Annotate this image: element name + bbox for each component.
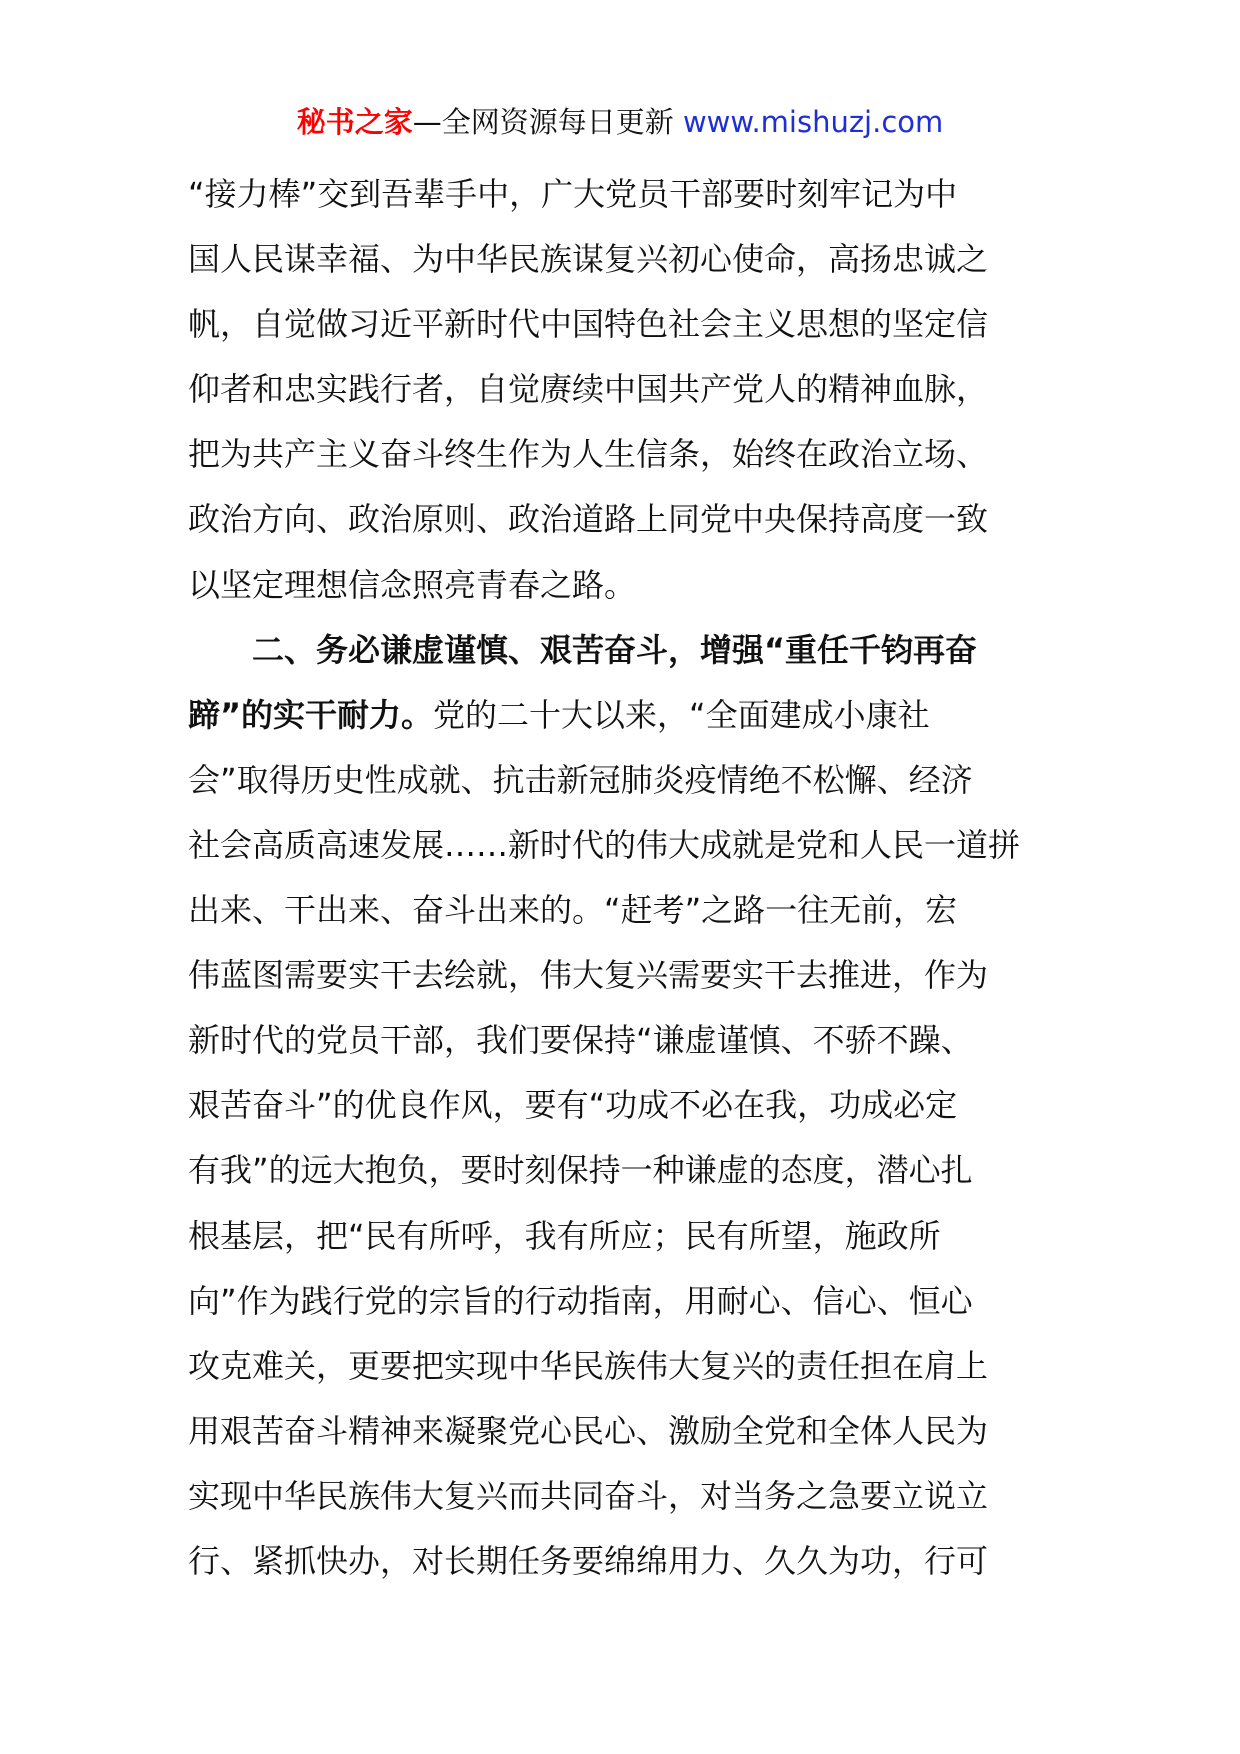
body-line: 会”取得历史性成就、抗击新冠肺炎疫情绝不松懈、经济 [188, 760, 973, 799]
body-line: 实现中华民族伟大复兴而共同奋斗，对当务之急要立说立 [188, 1476, 989, 1515]
header-tagline: —全网资源每日更新 [412, 105, 683, 139]
body-line: 攻克难关，更要把实现中华民族伟大复兴的责任担在肩上 [188, 1346, 989, 1385]
body-line: 行、紧抓快办，对长期任务要绵绵用力、久久为功，行可 [188, 1541, 989, 1580]
body-line: “接力棒”交到吾辈手中，广大党员干部要时刻牢记为中 [188, 175, 958, 213]
body-line: 新时代的党员干部，我们要保持“谦虚谨慎、不骄不躁、 [188, 1021, 973, 1060]
header-url-link[interactable]: www.mishuzj.com [682, 105, 944, 139]
document-body [188, 162, 1068, 1594]
body-line: 社会高质高速发展……新时代的伟大成就是党和人民一道拼 [188, 825, 1021, 864]
body-line: 出来、干出来、奋斗出来的。“赶考”之路一往无前，宏 [188, 891, 958, 930]
header-brand: 秘书之家 [296, 105, 413, 139]
body-line: 把为共产主义奋斗终生作为人生信条，始终在政治立场、 [188, 435, 989, 474]
section-heading: 二、务必谦虚谨慎、艰苦奋斗，增强“重任千钧再奋 [252, 630, 978, 669]
body-line: 向”作为践行党的宗旨的行动指南，用耐心、信心、恒心 [188, 1281, 973, 1320]
section-heading-end: 蹄”的实干耐力。 [188, 695, 434, 734]
body-line: 帆，自觉做习近平新时代中国特色社会主义思想的坚定信 [188, 305, 989, 344]
body-line: 以坚定理想信念照亮青春之路。 [188, 565, 637, 604]
body-line: 有我”的远大抱负，要时刻保持一种谦虚的态度，潜心扎 [188, 1151, 973, 1190]
paragraph-start: 党的二十大以来，“全面建成小康社 [433, 695, 930, 734]
page-header [0, 100, 1240, 144]
body-line: 国人民谋幸福、为中华民族谋复兴初心使命，高扬忠诚之 [188, 240, 989, 279]
body-line: 仰者和忠实践行者，自觉赓续中国共产党人的精神血脉， [188, 370, 989, 409]
body-line: 用艰苦奋斗精神来凝聚党心民心、激励全党和全体人民为 [188, 1411, 989, 1450]
body-line: 艰苦奋斗”的优良作风，要有“功成不必在我，功成必定 [188, 1086, 958, 1125]
body-line: 根基层，把“民有所呼，我有所应；民有所望，施政所 [188, 1216, 941, 1255]
section-heading-continuation [188, 683, 1068, 748]
body-line: 伟蓝图需要实干去绘就，伟大复兴需要实干去推进，作为 [188, 956, 989, 995]
body-line: 政治方向、政治原则、政治道路上同党中央保持高度一致 [188, 500, 989, 539]
